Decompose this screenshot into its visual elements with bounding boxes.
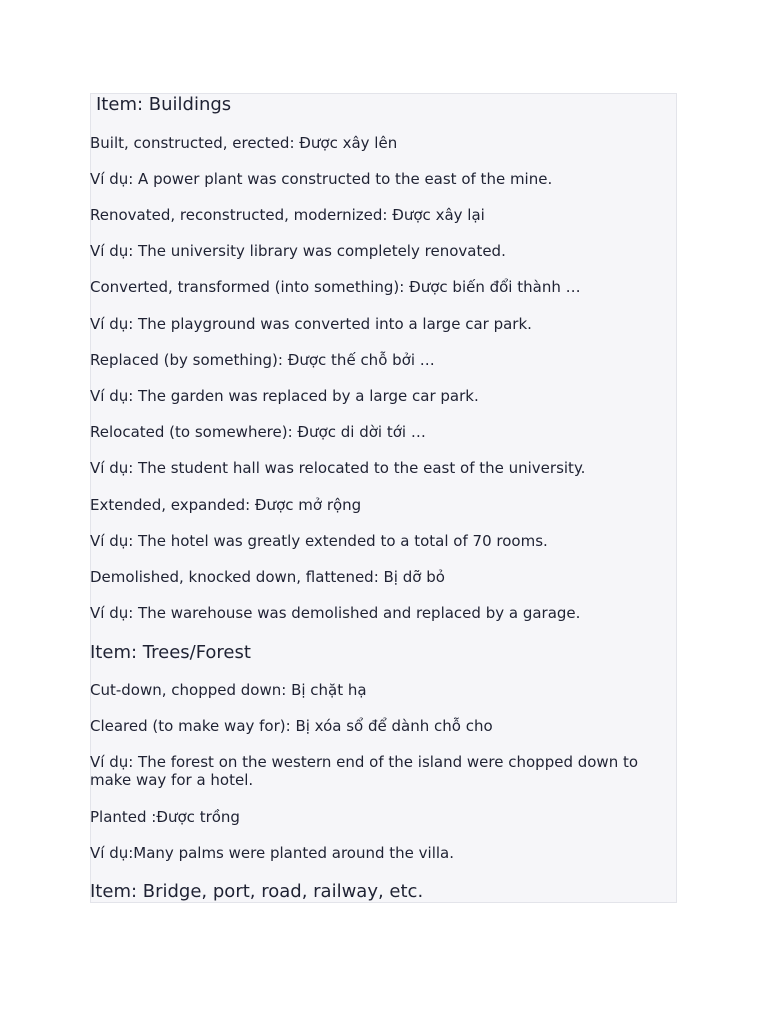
example-garden: Ví dụ: The garden was replaced by a large car park. [90, 387, 479, 405]
line-built: Built, constructed, erected: Được xây lên [90, 134, 398, 152]
line-demolished: Demolished, knocked down, flattened: Bị dỡ bỏ [90, 568, 445, 586]
heading-buildings: Item: Buildings [96, 94, 232, 115]
line-renovated: Renovated, reconstructed, modernized: Được xây lại [90, 206, 485, 224]
heading-bridge-port: Item: Bridge, port, road, railway, etc. [90, 881, 424, 902]
line-cut-down: Cut-down, chopped down: Bị chặt hạ [90, 681, 367, 699]
example-forest: Ví dụ: The forest on the western end of the island were chopped down to make way for a hotel. [90, 753, 639, 789]
line-planted: Planted :Được trồng [90, 808, 240, 826]
example-power-plant: Ví dụ: A power plant was constructed to the east of the mine. [90, 170, 553, 188]
line-extended: Extended, expanded: Được mở rộng [90, 496, 362, 514]
line-cleared: Cleared (to make way for): Bị xóa sổ để dành chỗ cho [90, 717, 493, 735]
example-student-hall: Ví dụ: The student hall was relocated to the east of the university. [90, 459, 586, 477]
example-palms: Ví dụ:Many palms were planted around the villa. [90, 844, 454, 862]
example-warehouse: Ví dụ: The warehouse was demolished and replaced by a garage. [90, 604, 581, 622]
example-hotel: Ví dụ: The hotel was greatly extended to a total of 70 rooms. [90, 532, 548, 550]
line-relocated: Relocated (to somewhere): Được di dời tới … [90, 423, 426, 441]
line-replaced: Replaced (by something): Được thế chỗ bởi … [90, 351, 435, 369]
heading-trees-forest: Item: Trees/Forest [90, 642, 251, 663]
line-converted: Converted, transformed (into something): Được biến đổi thành … [90, 278, 581, 296]
example-library: Ví dụ: The university library was completely renovated. [90, 242, 506, 260]
example-playground: Ví dụ: The playground was converted into a large car park. [90, 315, 532, 333]
